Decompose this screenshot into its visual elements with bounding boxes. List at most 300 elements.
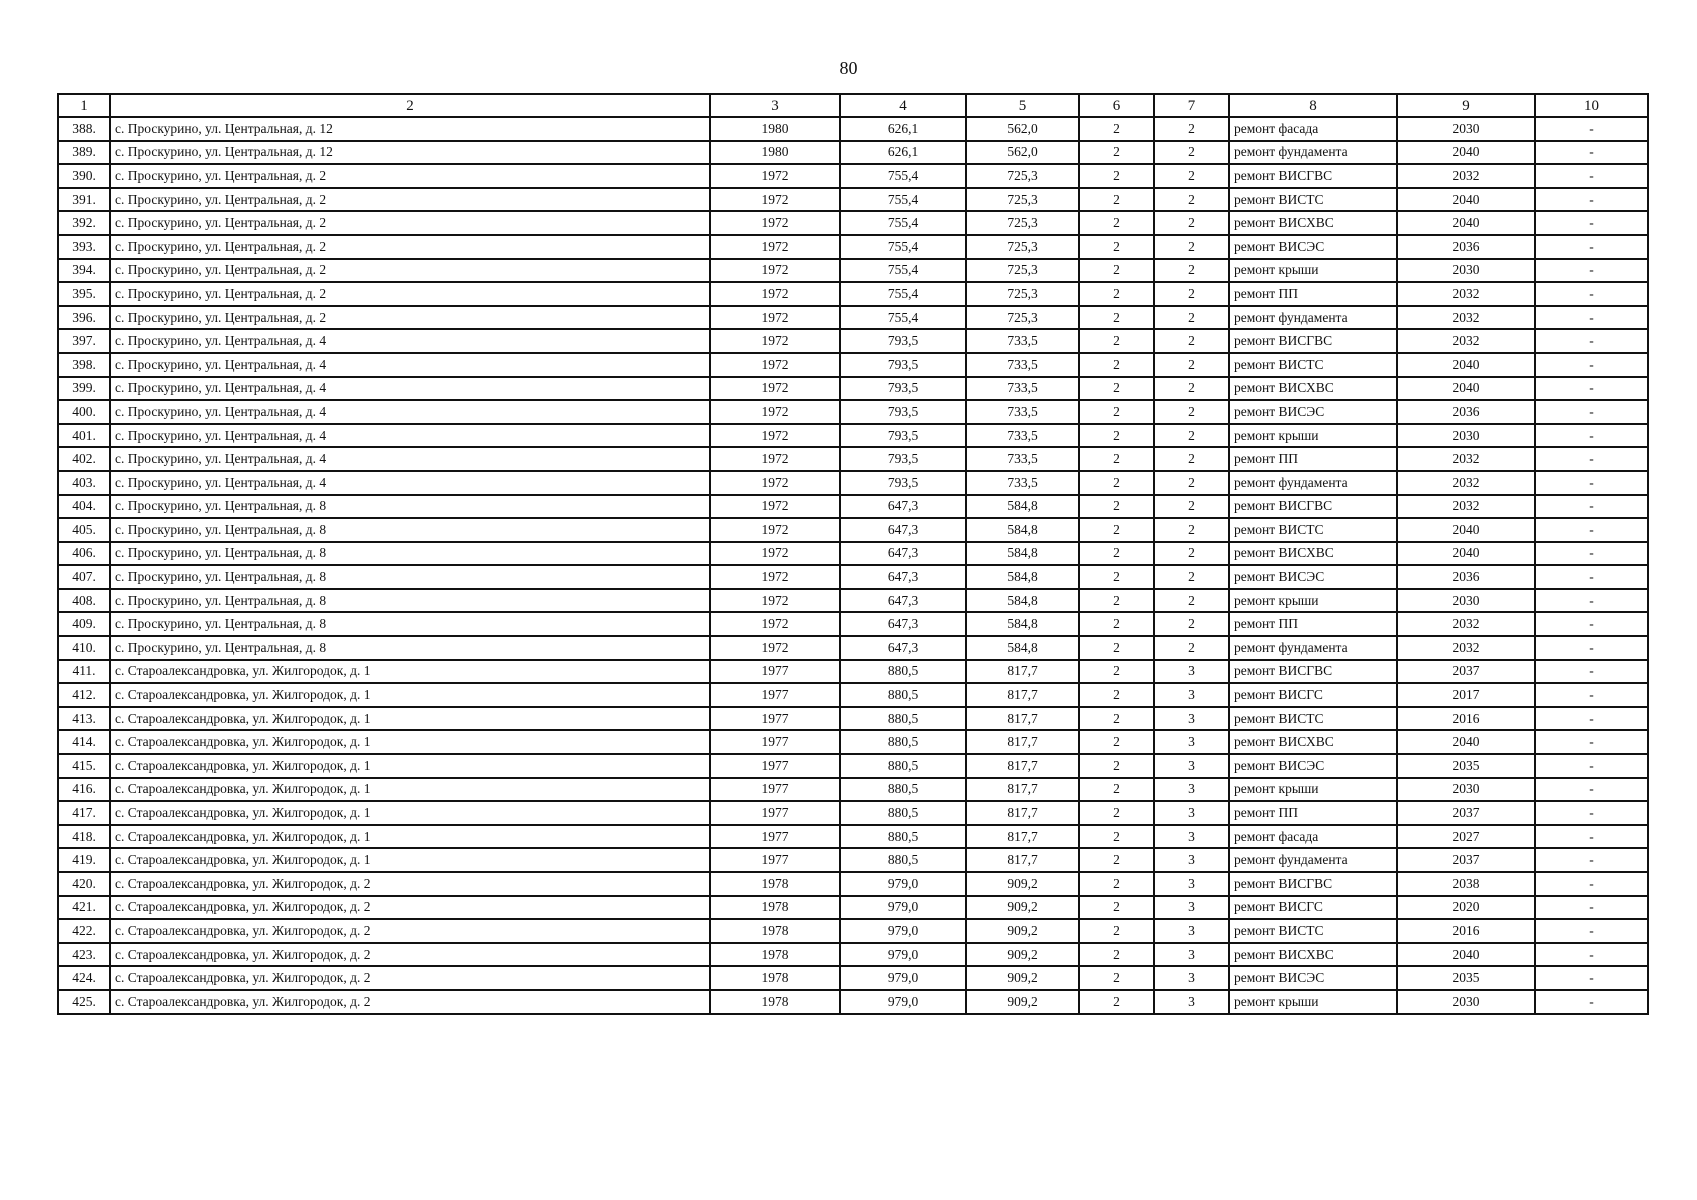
table-cell: 2032 (1397, 329, 1535, 353)
table-cell: 1977 (710, 707, 840, 731)
table-cell: 2 (1079, 754, 1154, 778)
table-cell: ремонт крыши (1229, 589, 1397, 613)
table-cell: 2 (1079, 612, 1154, 636)
table-cell: 1978 (710, 943, 840, 967)
table-cell: - (1535, 990, 1648, 1014)
table-cell: 403. (58, 471, 110, 495)
table-cell: ремонт ВИСХВС (1229, 542, 1397, 566)
table-cell: 725,3 (966, 259, 1079, 283)
table-cell: 1978 (710, 896, 840, 920)
table-cell: 793,5 (840, 329, 966, 353)
table-cell: 400. (58, 400, 110, 424)
table-cell: 2 (1154, 329, 1229, 353)
table-cell: 1980 (710, 117, 840, 141)
table-row (58, 471, 1648, 495)
table-cell: ремонт ВИСГВС (1229, 660, 1397, 684)
table-cell: 817,7 (966, 848, 1079, 872)
table-cell: 584,8 (966, 495, 1079, 519)
table-cell: 2040 (1397, 141, 1535, 165)
table-cell: ремонт ВИСТС (1229, 919, 1397, 943)
table-row (58, 707, 1648, 731)
table-cell: 409. (58, 612, 110, 636)
table-cell: 979,0 (840, 990, 966, 1014)
table-cell: 404. (58, 495, 110, 519)
table-cell: - (1535, 943, 1648, 967)
table-cell: 793,5 (840, 471, 966, 495)
table-cell: 1977 (710, 825, 840, 849)
table-cell: 1972 (710, 259, 840, 283)
table-cell: 423. (58, 943, 110, 967)
table-cell: 417. (58, 801, 110, 825)
table-cell: 1972 (710, 400, 840, 424)
table-cell: 2 (1079, 707, 1154, 731)
table-cell: с. Проскурино, ул. Центральная, д. 8 (110, 589, 710, 613)
table-cell: 584,8 (966, 565, 1079, 589)
table-cell: 2030 (1397, 259, 1535, 283)
table-row (58, 778, 1648, 802)
table-cell: 755,4 (840, 164, 966, 188)
table-cell: - (1535, 282, 1648, 306)
table-cell: 2 (1154, 565, 1229, 589)
table-row (58, 660, 1648, 684)
table-cell: с. Староалександровка, ул. Жилгородок, д. 1 (110, 683, 710, 707)
table-cell: 408. (58, 589, 110, 613)
table-cell: 1978 (710, 872, 840, 896)
table-cell: с. Проскурино, ул. Центральная, д. 4 (110, 329, 710, 353)
table-cell: ремонт ВИСЭС (1229, 400, 1397, 424)
table-cell: - (1535, 117, 1648, 141)
table-row (58, 612, 1648, 636)
table-cell: 1972 (710, 612, 840, 636)
table-cell: 2040 (1397, 730, 1535, 754)
table-row (58, 377, 1648, 401)
table-cell: ремонт крыши (1229, 424, 1397, 448)
table-cell: 2040 (1397, 377, 1535, 401)
table-cell: 725,3 (966, 282, 1079, 306)
table-cell: 2030 (1397, 117, 1535, 141)
table-cell: с. Проскурино, ул. Центральная, д. 4 (110, 471, 710, 495)
table-cell: 2032 (1397, 447, 1535, 471)
table-cell: 584,8 (966, 589, 1079, 613)
table-cell: 3 (1154, 683, 1229, 707)
table-cell: 2040 (1397, 518, 1535, 542)
table-cell: 2 (1079, 424, 1154, 448)
table-cell: 2 (1154, 424, 1229, 448)
table-cell: 2040 (1397, 211, 1535, 235)
table-cell: 3 (1154, 778, 1229, 802)
table-cell: 3 (1154, 707, 1229, 731)
table-header-row (58, 94, 1648, 117)
table-cell: 880,5 (840, 778, 966, 802)
table-cell: ремонт ВИСХВС (1229, 211, 1397, 235)
table-cell: 2 (1154, 495, 1229, 519)
table-cell: - (1535, 329, 1648, 353)
table-cell: ремонт ВИСХВС (1229, 377, 1397, 401)
table-cell: 389. (58, 141, 110, 165)
table-cell: 3 (1154, 919, 1229, 943)
table-cell: ремонт ВИСГС (1229, 896, 1397, 920)
table-cell: 421. (58, 896, 110, 920)
table-cell: 1972 (710, 329, 840, 353)
column-header: 8 (1229, 94, 1397, 117)
table-cell: 733,5 (966, 400, 1079, 424)
table-cell: 793,5 (840, 353, 966, 377)
table-cell: 392. (58, 211, 110, 235)
table-cell: 1977 (710, 683, 840, 707)
column-header: 1 (58, 94, 110, 117)
table-cell: 2030 (1397, 990, 1535, 1014)
table-cell: с. Староалександровка, ул. Жилгородок, д. 2 (110, 943, 710, 967)
table-cell: 817,7 (966, 754, 1079, 778)
column-header: 7 (1154, 94, 1229, 117)
table-cell: 880,5 (840, 660, 966, 684)
table-row (58, 282, 1648, 306)
table-cell: 415. (58, 754, 110, 778)
table-cell: 2 (1079, 966, 1154, 990)
table-cell: с. Проскурино, ул. Центральная, д. 2 (110, 259, 710, 283)
table-row (58, 919, 1648, 943)
table-cell: 2032 (1397, 282, 1535, 306)
table-cell: 395. (58, 282, 110, 306)
column-header: 6 (1079, 94, 1154, 117)
table-cell: с. Староалександровка, ул. Жилгородок, д. 1 (110, 730, 710, 754)
table-cell: 880,5 (840, 683, 966, 707)
table-cell: - (1535, 754, 1648, 778)
table-cell: 725,3 (966, 306, 1079, 330)
table-cell: 396. (58, 306, 110, 330)
table-cell: 2 (1079, 400, 1154, 424)
table-cell: 2 (1154, 471, 1229, 495)
table-cell: 1972 (710, 495, 840, 519)
table-row (58, 966, 1648, 990)
table-cell: - (1535, 471, 1648, 495)
table-cell: 2 (1079, 259, 1154, 283)
table-cell: 2 (1154, 589, 1229, 613)
table-cell: с. Проскурино, ул. Центральная, д. 2 (110, 235, 710, 259)
table-cell: с. Проскурино, ул. Центральная, д. 8 (110, 565, 710, 589)
table-cell: 2 (1154, 400, 1229, 424)
table-cell: с. Проскурино, ул. Центральная, д. 12 (110, 141, 710, 165)
table-cell: 419. (58, 848, 110, 872)
table-cell: 1972 (710, 353, 840, 377)
table-cell: 412. (58, 683, 110, 707)
table-cell: 1972 (710, 282, 840, 306)
table-cell: 755,4 (840, 259, 966, 283)
table-cell: ремонт ПП (1229, 282, 1397, 306)
table-cell: 2 (1079, 683, 1154, 707)
table-cell: 2020 (1397, 896, 1535, 920)
table-cell: 1972 (710, 447, 840, 471)
table-cell: 410. (58, 636, 110, 660)
table-cell: ремонт ВИСТС (1229, 353, 1397, 377)
table-cell: с. Проскурино, ул. Центральная, д. 4 (110, 400, 710, 424)
table-cell: 1972 (710, 589, 840, 613)
table-cell: 880,5 (840, 801, 966, 825)
table-cell: - (1535, 872, 1648, 896)
table-row (58, 848, 1648, 872)
table-cell: 2 (1079, 801, 1154, 825)
table-cell: 979,0 (840, 872, 966, 896)
table-cell: 2016 (1397, 707, 1535, 731)
table-cell: 413. (58, 707, 110, 731)
table-cell: ремонт ВИСЭС (1229, 754, 1397, 778)
table-cell: 2040 (1397, 943, 1535, 967)
table-cell: 1972 (710, 542, 840, 566)
table-cell: 2 (1154, 141, 1229, 165)
table-cell: 418. (58, 825, 110, 849)
table-cell: с. Проскурино, ул. Центральная, д. 2 (110, 211, 710, 235)
table-cell: 2 (1079, 778, 1154, 802)
table-cell: 979,0 (840, 943, 966, 967)
table-cell: с. Проскурино, ул. Центральная, д. 8 (110, 495, 710, 519)
table-cell: 2032 (1397, 306, 1535, 330)
table-cell: 647,3 (840, 542, 966, 566)
table-row (58, 872, 1648, 896)
table-cell: 3 (1154, 990, 1229, 1014)
table-cell: 2 (1154, 447, 1229, 471)
table-cell: 793,5 (840, 424, 966, 448)
table-cell: 647,3 (840, 589, 966, 613)
table-cell: 647,3 (840, 565, 966, 589)
table-cell: - (1535, 235, 1648, 259)
table-cell: ремонт фундамента (1229, 141, 1397, 165)
table-cell: 407. (58, 565, 110, 589)
table-cell: 793,5 (840, 377, 966, 401)
table-cell: 817,7 (966, 707, 1079, 731)
table-cell: с. Проскурино, ул. Центральная, д. 4 (110, 353, 710, 377)
table-cell: 2 (1079, 377, 1154, 401)
table-row (58, 754, 1648, 778)
table-cell: - (1535, 919, 1648, 943)
table-cell: 2 (1154, 377, 1229, 401)
table-cell: 2032 (1397, 612, 1535, 636)
table-cell: 2035 (1397, 966, 1535, 990)
table-cell: с. Староалександровка, ул. Жилгородок, д. 1 (110, 825, 710, 849)
table-cell: 1972 (710, 188, 840, 212)
table-cell: 647,3 (840, 495, 966, 519)
table-cell: 880,5 (840, 825, 966, 849)
table-cell: 1972 (710, 518, 840, 542)
table-cell: 2 (1154, 636, 1229, 660)
table-row (58, 259, 1648, 283)
table-row (58, 990, 1648, 1014)
table-cell: 2 (1154, 235, 1229, 259)
table-cell: 584,8 (966, 542, 1079, 566)
table-row (58, 353, 1648, 377)
table-cell: ремонт фасада (1229, 117, 1397, 141)
table-row (58, 943, 1648, 967)
table-cell: - (1535, 400, 1648, 424)
table-cell: с. Проскурино, ул. Центральная, д. 8 (110, 518, 710, 542)
table-cell: 2036 (1397, 400, 1535, 424)
table-row (58, 117, 1648, 141)
table-cell: 425. (58, 990, 110, 1014)
table-cell: 1972 (710, 565, 840, 589)
table-cell: 2 (1079, 188, 1154, 212)
table-cell: 1980 (710, 141, 840, 165)
column-header: 10 (1535, 94, 1648, 117)
table-cell: 725,3 (966, 211, 1079, 235)
table-cell: - (1535, 778, 1648, 802)
table-cell: - (1535, 966, 1648, 990)
table-cell: 647,3 (840, 518, 966, 542)
table-cell: 1978 (710, 966, 840, 990)
table-cell: 2036 (1397, 235, 1535, 259)
table-cell: 398. (58, 353, 110, 377)
table-cell: 2 (1079, 211, 1154, 235)
table-cell: 2017 (1397, 683, 1535, 707)
table-cell: - (1535, 801, 1648, 825)
table-row (58, 235, 1648, 259)
table-cell: 399. (58, 377, 110, 401)
table-cell: 2 (1079, 235, 1154, 259)
table-cell: 755,4 (840, 282, 966, 306)
table-cell: с. Проскурино, ул. Центральная, д. 2 (110, 188, 710, 212)
table-cell: ремонт ВИСЭС (1229, 565, 1397, 589)
table-cell: 2032 (1397, 164, 1535, 188)
table-cell: 2 (1154, 518, 1229, 542)
table-row (58, 424, 1648, 448)
table-cell: 2032 (1397, 636, 1535, 660)
table-cell: 1972 (710, 471, 840, 495)
table-cell: - (1535, 424, 1648, 448)
table-cell: с. Староалександровка, ул. Жилгородок, д. 2 (110, 872, 710, 896)
table-cell: 1972 (710, 377, 840, 401)
table-cell: 388. (58, 117, 110, 141)
table-cell: 2 (1154, 164, 1229, 188)
table-row (58, 683, 1648, 707)
table-cell: с. Проскурино, ул. Центральная, д. 8 (110, 612, 710, 636)
table-cell: 2037 (1397, 801, 1535, 825)
table-cell: - (1535, 683, 1648, 707)
table-cell: с. Проскурино, ул. Центральная, д. 8 (110, 636, 710, 660)
table-cell: 725,3 (966, 164, 1079, 188)
table-cell: 2 (1079, 825, 1154, 849)
table-cell: 416. (58, 778, 110, 802)
table-cell: 424. (58, 966, 110, 990)
table-cell: - (1535, 164, 1648, 188)
table-cell: 3 (1154, 730, 1229, 754)
table-cell: ремонт фундамента (1229, 848, 1397, 872)
table-cell: 2016 (1397, 919, 1535, 943)
table-cell: 2 (1079, 542, 1154, 566)
table-cell: с. Проскурино, ул. Центральная, д. 4 (110, 447, 710, 471)
table-cell: 2 (1079, 848, 1154, 872)
table-cell: 1977 (710, 778, 840, 802)
table-cell: 2037 (1397, 848, 1535, 872)
table-cell: - (1535, 259, 1648, 283)
table-cell: 2030 (1397, 778, 1535, 802)
table-cell: с. Проскурино, ул. Центральная, д. 12 (110, 117, 710, 141)
table-cell: 733,5 (966, 377, 1079, 401)
table-cell: 2038 (1397, 872, 1535, 896)
table-cell: 1972 (710, 636, 840, 660)
table-cell: 3 (1154, 943, 1229, 967)
table-row (58, 565, 1648, 589)
table-row (58, 400, 1648, 424)
table-row (58, 164, 1648, 188)
table-cell: 1978 (710, 919, 840, 943)
table-cell: ремонт ПП (1229, 447, 1397, 471)
table-cell: - (1535, 211, 1648, 235)
table-cell: - (1535, 353, 1648, 377)
table-cell: 817,7 (966, 778, 1079, 802)
table-row (58, 329, 1648, 353)
table-cell: ремонт ВИСГС (1229, 683, 1397, 707)
table-cell: 626,1 (840, 141, 966, 165)
table-cell: 402. (58, 447, 110, 471)
table-cell: 394. (58, 259, 110, 283)
table-row (58, 518, 1648, 542)
table-cell: - (1535, 612, 1648, 636)
table-cell: - (1535, 141, 1648, 165)
table-cell: - (1535, 447, 1648, 471)
table-cell: - (1535, 188, 1648, 212)
table-cell: с. Проскурино, ул. Центральная, д. 4 (110, 424, 710, 448)
table-cell: 909,2 (966, 872, 1079, 896)
table-cell: 3 (1154, 966, 1229, 990)
table-row (58, 730, 1648, 754)
table-cell: - (1535, 565, 1648, 589)
table-cell: - (1535, 589, 1648, 613)
table-cell: 1972 (710, 306, 840, 330)
table-cell: 562,0 (966, 141, 1079, 165)
table-cell: 584,8 (966, 612, 1079, 636)
column-header: 9 (1397, 94, 1535, 117)
table-cell: 390. (58, 164, 110, 188)
table-cell: ремонт фундамента (1229, 306, 1397, 330)
table-cell: 2 (1079, 353, 1154, 377)
table-cell: - (1535, 542, 1648, 566)
table-body (58, 117, 1648, 1014)
table-row (58, 495, 1648, 519)
table-cell: 2040 (1397, 542, 1535, 566)
table-cell: 2 (1079, 919, 1154, 943)
table-row (58, 542, 1648, 566)
table-cell: - (1535, 636, 1648, 660)
table-cell: ремонт ВИСХВС (1229, 943, 1397, 967)
table-row (58, 589, 1648, 613)
table-cell: 1977 (710, 730, 840, 754)
table-cell: - (1535, 730, 1648, 754)
table-cell: с. Проскурино, ул. Центральная, д. 2 (110, 282, 710, 306)
table-cell: 2032 (1397, 471, 1535, 495)
table-cell: с. Староалександровка, ул. Жилгородок, д. 1 (110, 801, 710, 825)
column-header: 3 (710, 94, 840, 117)
table-cell: 2 (1079, 282, 1154, 306)
table-cell: 1977 (710, 660, 840, 684)
table-cell: 2 (1079, 518, 1154, 542)
table-cell: ремонт фундамента (1229, 471, 1397, 495)
table-cell: 733,5 (966, 329, 1079, 353)
table-cell: ремонт ВИСХВС (1229, 730, 1397, 754)
table-cell: 391. (58, 188, 110, 212)
table-cell: 2 (1154, 353, 1229, 377)
table-cell: ремонт ВИСТС (1229, 707, 1397, 731)
table-cell: - (1535, 518, 1648, 542)
table-cell: ремонт крыши (1229, 778, 1397, 802)
table-cell: 2 (1079, 565, 1154, 589)
table-cell: - (1535, 495, 1648, 519)
table-cell: 562,0 (966, 117, 1079, 141)
table-cell: 1972 (710, 424, 840, 448)
table-cell: 909,2 (966, 919, 1079, 943)
table-cell: 725,3 (966, 235, 1079, 259)
table-cell: ремонт ПП (1229, 612, 1397, 636)
table-cell: 733,5 (966, 353, 1079, 377)
table-cell: 979,0 (840, 919, 966, 943)
table-cell: 3 (1154, 801, 1229, 825)
